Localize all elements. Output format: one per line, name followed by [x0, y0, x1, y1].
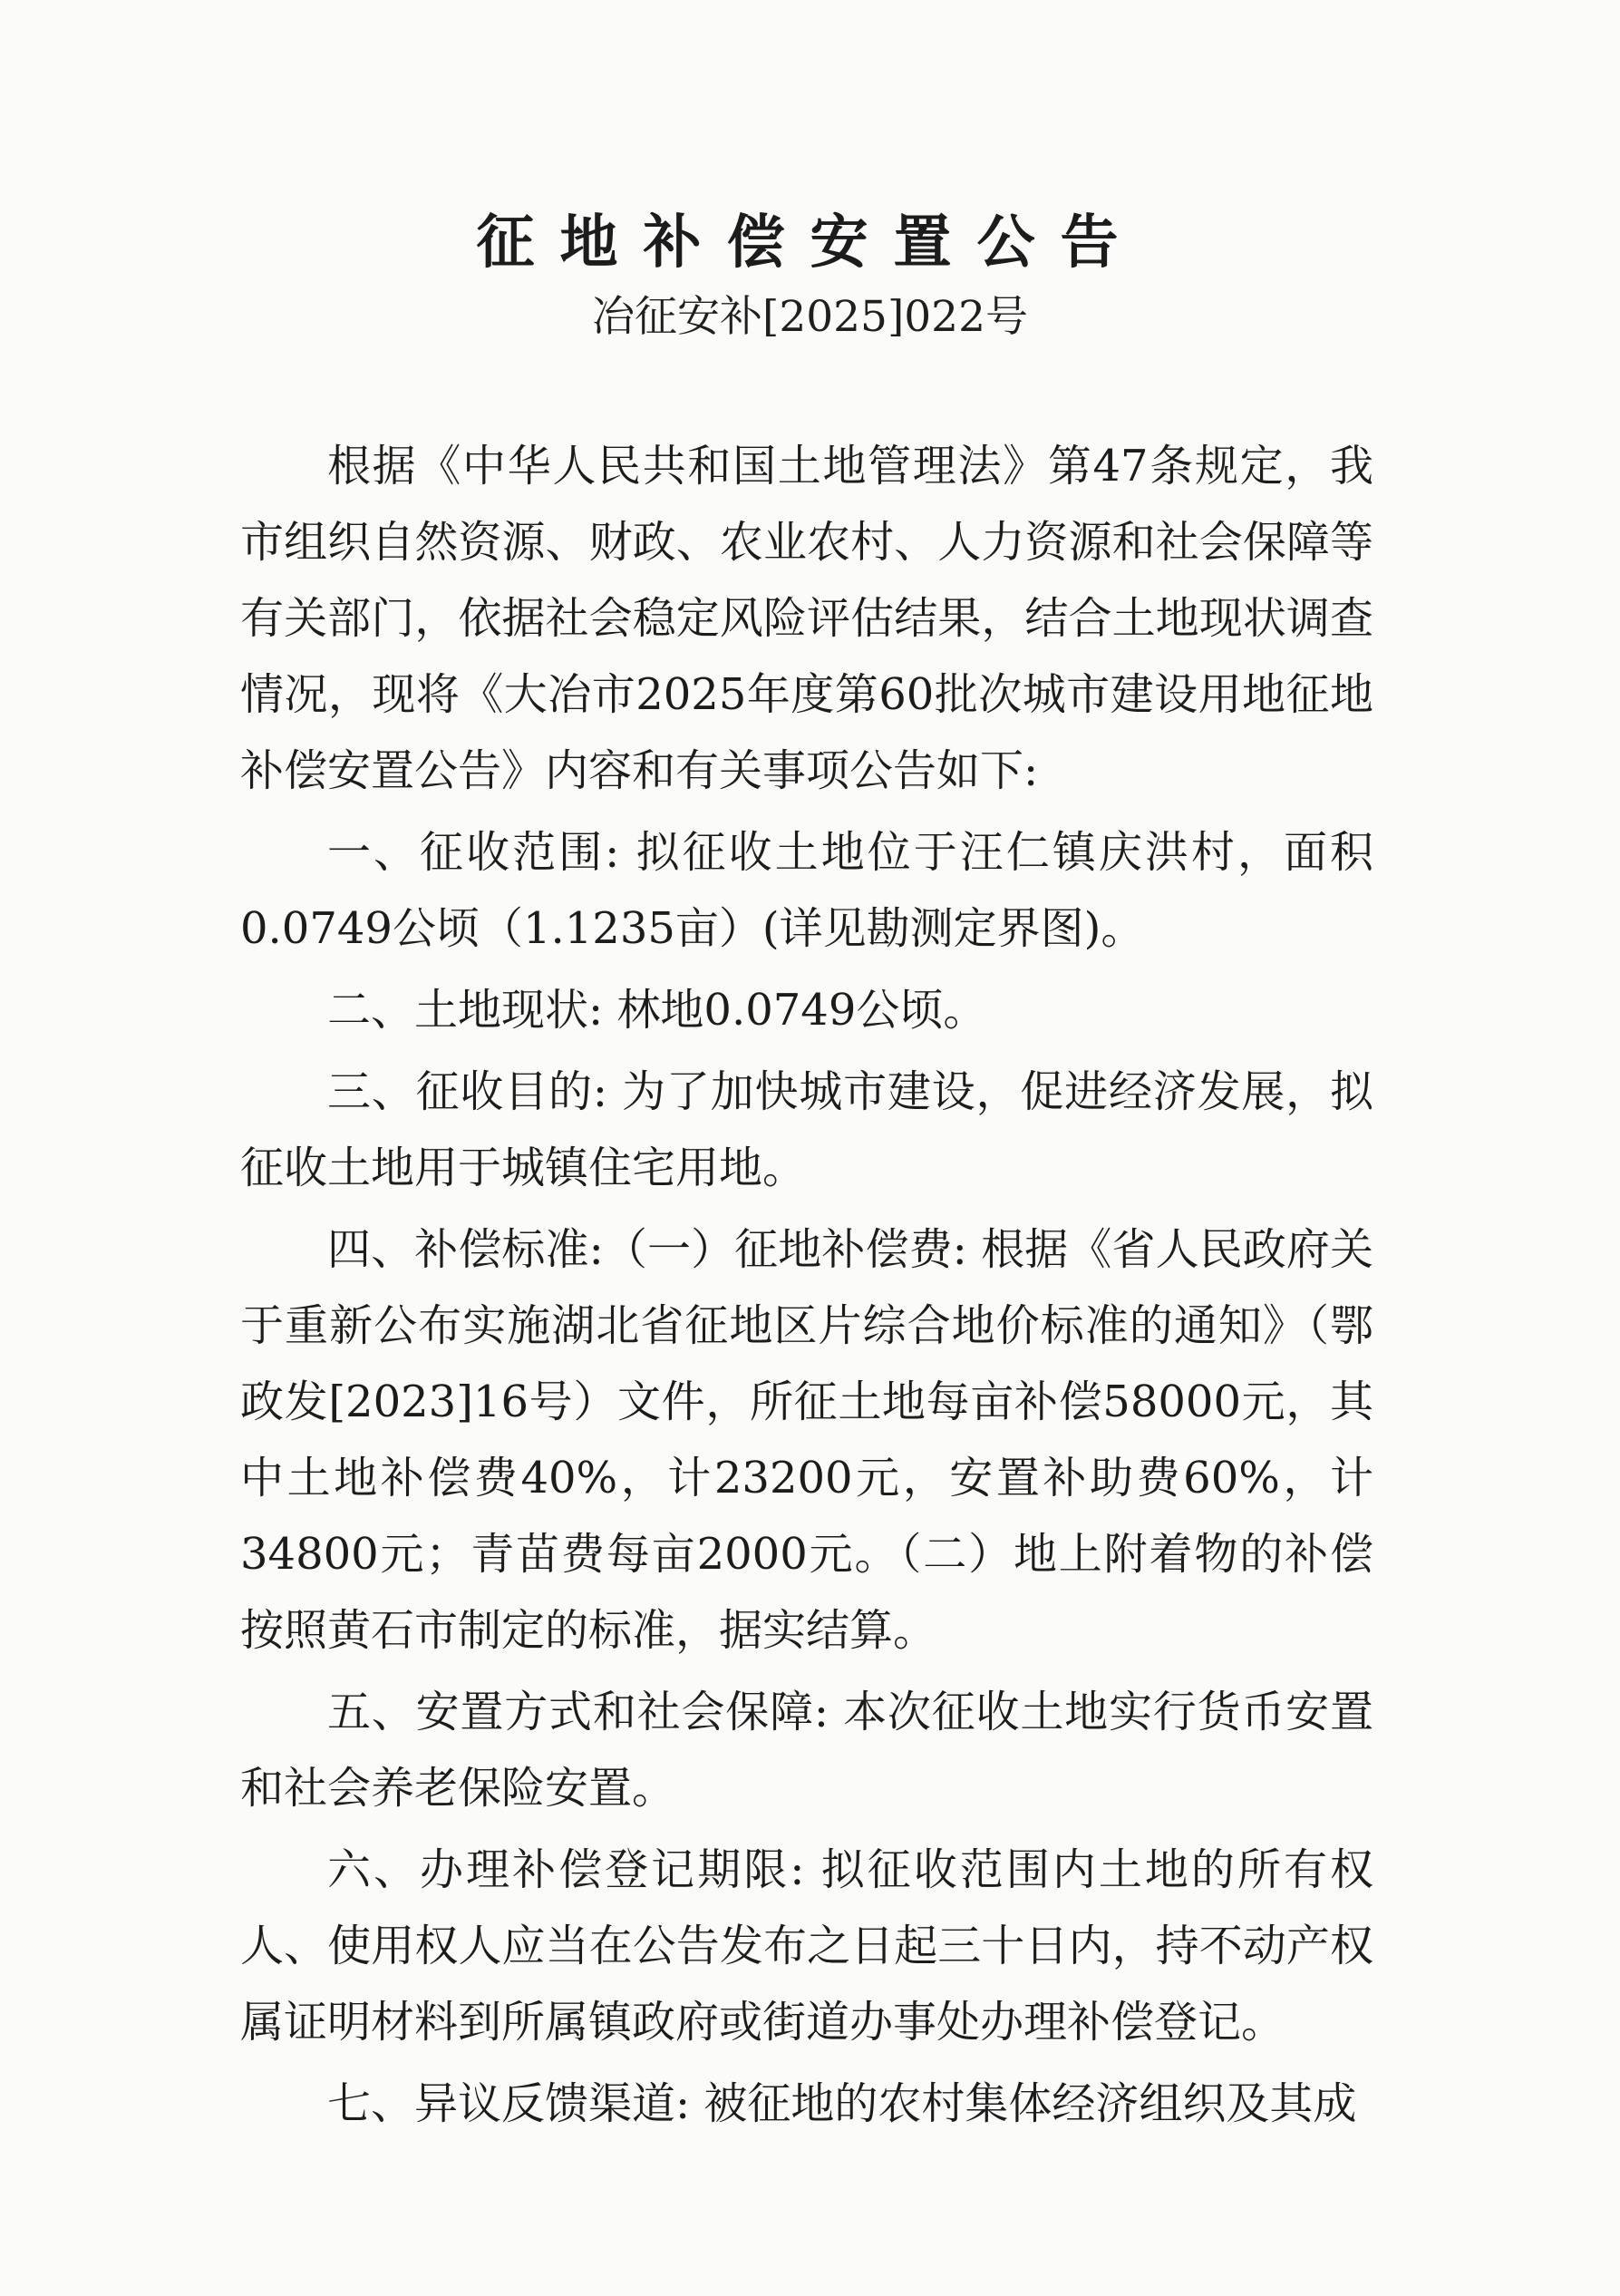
section-scope: 一、征收范围: 拟征收土地位于汪仁镇庆洪村，面积0.0749公顷（1.1235亩）(详见勘测定界图)。: [240, 827, 1373, 954]
section-resettlement: 五、安置方式和社会保障: 本次征收土地实行货币安置和社会养老保险安置。: [240, 1687, 1373, 1814]
intro-paragraph: 根据《中华人民共和国土地管理法》第47条规定，我市组织自然资源、财政、农业农村、人力资源和社会保障等有关部门，依据社会稳定风险评估结果，结合土地现状调查情况，现将《大冶市2025年度第60批次城市建设用地征地补偿安置公告》内容和有关事项公告如下:: [240, 441, 1373, 796]
document-title: 征地补偿安置公告: [476, 209, 1144, 277]
section-compensation-standard: 四、补偿标准:（一）征地补偿费: 根据《省人民政府关于重新公布实施湖北省征地区片综合地价标准的通知》（鄂政发[2023]16号）文件，所征土地每亩补偿58000元，其中土地补偿费40%，计23200元，安置补助费60%，计34800元；青苗费每亩2000元。（二）地上附着物的补偿按照黄石市制定的标准，据实结算。: [240, 1224, 1373, 1656]
section-objection-channel: 七、异议反馈渠道: 被征地的农村集体经济组织及其成: [327, 2078, 1357, 2129]
document-number: 冶征安补[2025]022号: [592, 292, 1028, 342]
section-purpose: 三、征收目的: 为了加快城市建设，促进经济发展，拟征收土地用于城镇住宅用地。: [240, 1066, 1373, 1193]
document-body: [240, 428, 1373, 2142]
section-registration-deadline: 六、办理补偿登记期限: 拟征收范围内土地的所有权人、使用权人应当在公告发布之日起三十日内，持不动产权属证明材料到所属镇政府或街道办事处办理补偿登记。: [240, 1844, 1373, 2048]
section-land-status: 二、土地现状: 林地0.0749公顷。: [327, 985, 987, 1036]
